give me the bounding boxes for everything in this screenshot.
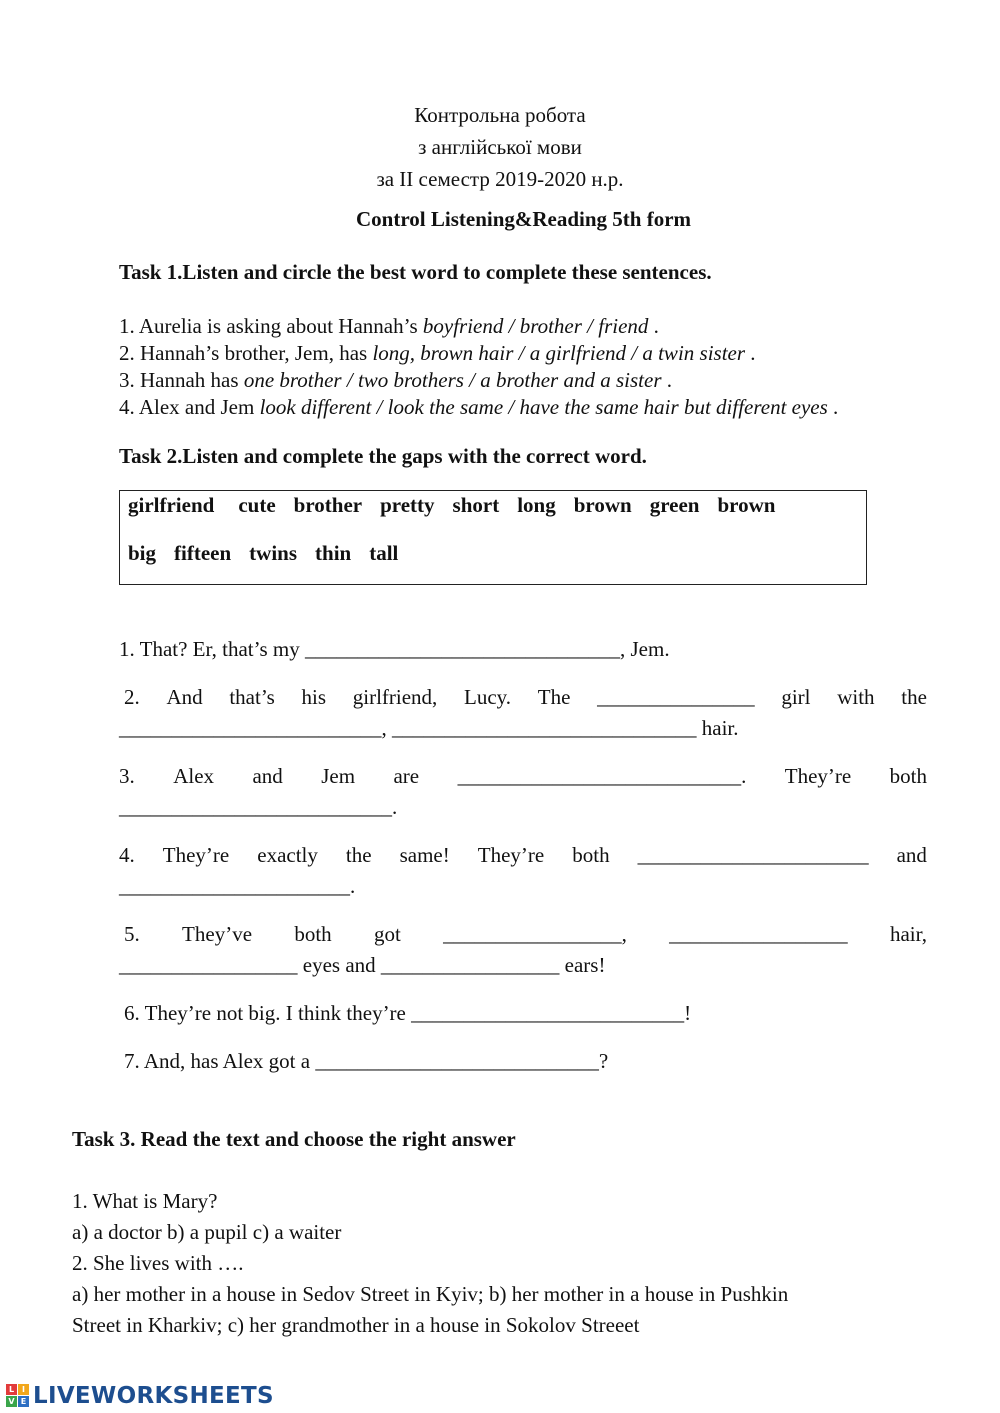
task2-heading: Task 2.Listen and complete the gaps with the correct word. (119, 444, 647, 468)
logo-text: LIVEWORKSHEETS (33, 1383, 274, 1409)
word: are (393, 764, 420, 788)
word-bank-word: cute (238, 493, 276, 517)
word-bank-word: fifteen (174, 541, 232, 565)
page-title: Control Listening&Reading 5th form (356, 207, 692, 231)
liveworksheets-logo[interactable] (6, 1383, 274, 1409)
header-line-3: за II семестр 2019-2020 н.р. (376, 167, 624, 191)
answer-blank[interactable]: ______________________ (637, 843, 869, 867)
word: with (837, 685, 875, 709)
task2-sentence-2-line-2[interactable]: _________________________, _____________________________ hair. (119, 716, 739, 740)
task1-item-text: 3. Hannah has (119, 368, 244, 392)
word: 3. (119, 764, 135, 788)
task1-heading: Task 1.Listen and circle the best word to complete these sentences. (119, 260, 712, 284)
word-bank-word: girlfriend (128, 493, 215, 517)
word-bank-word: brown (717, 493, 776, 517)
task1-options[interactable]: one brother / two brothers / a brother and a sister (243, 368, 662, 392)
sentence-text: , Jem. (620, 637, 670, 661)
word: 5. (124, 922, 140, 946)
task3-question-2-options-line-2[interactable]: Street in Kharkiv; c) her grandmother in a house in Sokolov Streeet (72, 1313, 640, 1337)
task2-sentence-1 (119, 637, 670, 662)
word: Alex (173, 764, 215, 788)
word: Jem (321, 764, 356, 788)
word: They’re (477, 843, 545, 867)
task1-item-end: . (648, 314, 659, 338)
word: the (901, 685, 927, 709)
word-bank (119, 490, 867, 585)
task1-item-text: 2. Hannah’s brother, Jem, has (119, 341, 373, 365)
answer-blank[interactable]: ______________________________ (305, 637, 620, 661)
task1-item-3 (119, 368, 672, 393)
task3-heading: Task 3. Read the text and choose the right answer (72, 1127, 516, 1151)
word-bank-word: tall (369, 541, 399, 565)
answer-blank[interactable]: _______________ (597, 685, 755, 709)
word-bank-word: long (517, 493, 556, 517)
task3-question-1: 1. What is Mary? (72, 1189, 218, 1213)
word: hair, (889, 922, 927, 946)
word: girlfriend, (352, 685, 438, 709)
word: and (252, 764, 283, 788)
task1-item-end: . (745, 341, 756, 365)
task2-sentence-6[interactable]: 6. They’re not big. I think they’re __________________________! (124, 1001, 692, 1025)
word: his (301, 685, 327, 709)
word: 4. (119, 843, 135, 867)
word-bank-row-2 (128, 541, 416, 566)
task2-sentence-4 (119, 843, 927, 868)
word: and (896, 843, 927, 867)
word: both (294, 922, 332, 946)
answer-blank[interactable]: _________________ (669, 922, 848, 946)
task1-item-1 (119, 314, 659, 339)
task2-sentence-2 (124, 685, 927, 710)
word-bank-row-1 (128, 493, 793, 518)
word-bank-word: brown (573, 493, 632, 517)
task1-item-2 (119, 341, 756, 366)
task3-question-2: 2. She lives with …. (72, 1251, 244, 1275)
task2-sentence-4-line-2[interactable]: ______________________. (119, 874, 356, 898)
word: got (373, 922, 401, 946)
task2-sentence-3 (119, 764, 927, 789)
header-line-2: з англійської мови (418, 135, 582, 159)
word: girl (781, 685, 811, 709)
task1-options[interactable]: look different / look the same / have the same hair but different eyes (259, 395, 828, 419)
sentence-text: 1. That? Er, that’s my (119, 637, 305, 661)
answer-blank[interactable]: ___________________________. (457, 764, 747, 788)
header-line-1: Контрольна робота (414, 103, 586, 127)
task1-item-end: . (661, 368, 672, 392)
task3-question-2-options-line-1[interactable]: a) her mother in a house in Sedov Street in Kyiv; b) her mother in a house in Pushkin (72, 1282, 789, 1306)
word: exactly (257, 843, 318, 867)
word-bank-word: twins (249, 541, 298, 565)
word: 2. (124, 685, 140, 709)
word: They’re (162, 843, 230, 867)
word: the (345, 843, 372, 867)
task2-sentence-5 (124, 922, 927, 947)
task3-question-1-options[interactable]: a) a doctor b) a pupil c) a waiter (72, 1220, 342, 1244)
word: Lucy. (464, 685, 512, 709)
word-bank-word: thin (315, 541, 352, 565)
answer-blank[interactable]: _________________, (443, 922, 627, 946)
word: both (889, 764, 927, 788)
word: They’re (784, 764, 852, 788)
task1-item-text: 1. Aurelia is asking about Hannah’s (119, 314, 423, 338)
task2-sentence-7[interactable]: 7. And, has Alex got a ___________________________? (124, 1049, 609, 1073)
task1-item-end: . (827, 395, 839, 419)
word-bank-word: big (128, 541, 157, 565)
word: They’ve (182, 922, 253, 946)
word: both (572, 843, 610, 867)
word-bank-word: brother (293, 493, 363, 517)
word: same! (399, 843, 450, 867)
logo-mark-icon: L I V E (6, 1384, 30, 1408)
task1-item-text: 4. Alex and Jem (119, 395, 260, 419)
word-bank-word: green (649, 493, 700, 517)
task2-sentence-3-line-2[interactable]: __________________________. (119, 795, 398, 819)
word: The (537, 685, 571, 709)
word-bank-word: pretty (380, 493, 435, 517)
word: And (166, 685, 203, 709)
word-bank-word: short (452, 493, 500, 517)
task1-options[interactable]: boyfriend / brother / friend (422, 314, 649, 338)
word: that’s (229, 685, 275, 709)
task2-sentence-5-line-2[interactable]: _________________ eyes and _________________ ears! (119, 953, 606, 977)
task1-item-4 (119, 395, 838, 420)
task1-options[interactable]: long, brown hair / a girlfriend / a twin sister (372, 341, 746, 365)
